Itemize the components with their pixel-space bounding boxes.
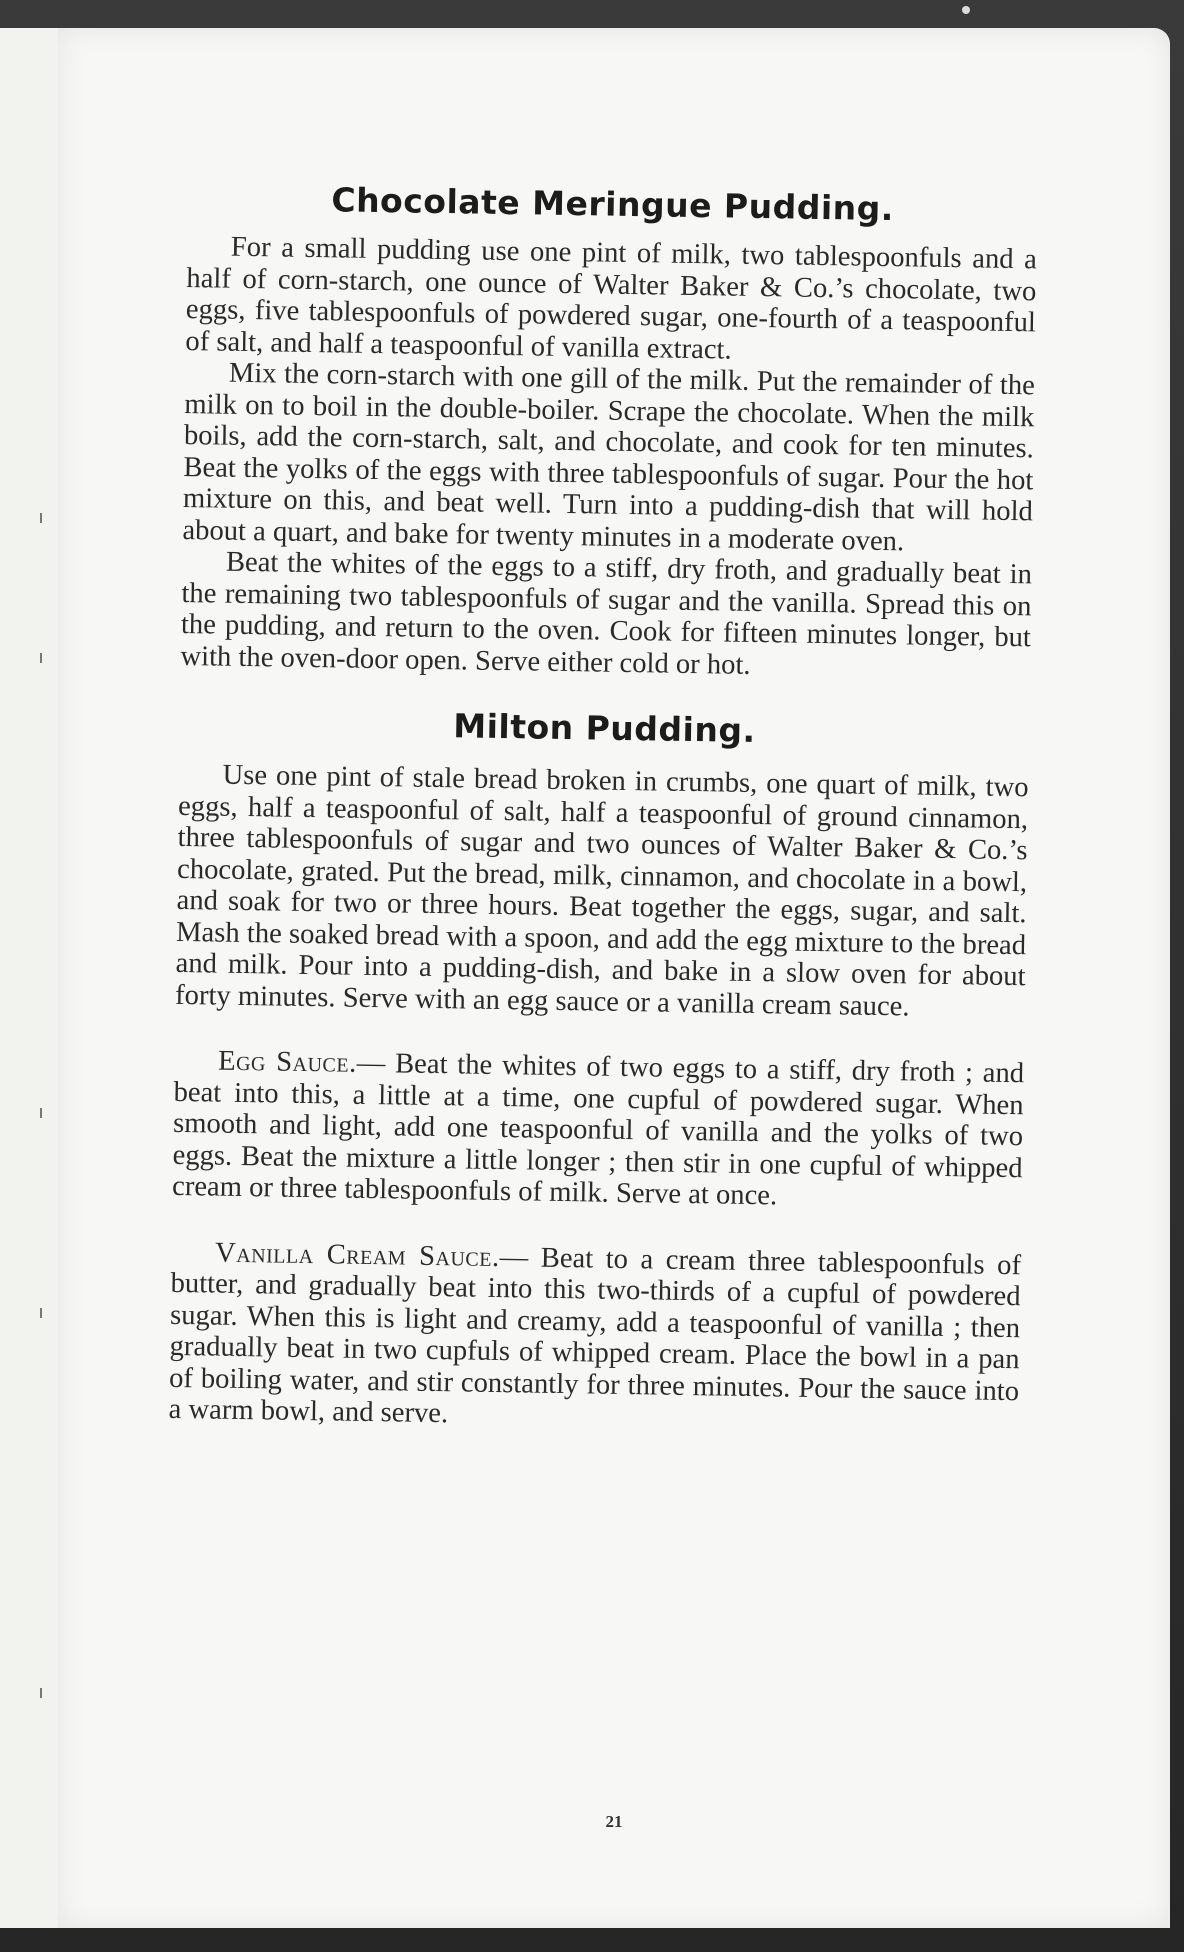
recipe-paragraph: Beat the whites of the eggs to a stiff, dry froth, and gradually beat in the remaining two tablespoonfuls of sugar and the vanilla. Spread this on the pudding, and return to the oven. Cook for fifteen minutes longer, but with the oven-door open. Serve either cold or hot. bbox=[180, 546, 1033, 681]
binding-mark bbox=[40, 1688, 50, 1698]
facing-page-edge bbox=[0, 28, 60, 1928]
binding-mark bbox=[40, 1308, 50, 1318]
binding-mark bbox=[40, 513, 50, 523]
page-content bbox=[168, 178, 1037, 1439]
recipe-title-milton-pudding: Milton Pudding. bbox=[452, 706, 756, 750]
recipe-paragraph: For a small pudding use one pint of milk, two tablespoonfuls and a half of corn-starch, one ounce of Walter Baker & Co.’s chocolate, two eggs, five tablespoonfuls of powdered sugar, one-fourth of a teaspoonful of salt, and half a teaspoonful of vanilla extract. bbox=[185, 231, 1038, 366]
egg-sauce-paragraph bbox=[172, 1045, 1024, 1216]
vanilla-cream-sauce-text: — Beat to a cream three tablespoonfuls of butter, and gradually beat into this two-thirds of a cupful of powdered sugar. When this is light and creamy, add a teaspoonful of vanilla ; then gradually beat in two cupfuls of whipped cream. Place the bowl in a pan of boiling water, and stir constantly for three minutes. Pour the sauce into a warm bowl, and serve. bbox=[168, 1241, 1022, 1430]
recipe-paragraph: Use one pint of stale bread broken in crumbs, one quart of milk, two eggs, half a teaspoonful of salt, half a teaspoonful of ground cinnamon, three tablespoonfuls of sugar and two ounces of Walter Baker & Co.’s chocolate, grated. Put the bread, milk, cinnamon, and chocolate in a bowl, and soak for two or three hours. Beat together the eggs, sugar, and salt. Mash the soaked bread with a spoon, and add the egg mixture to the bread and milk. Pour into a pudding-dish, and bake in a slow oven for about forty minutes. Serve with an egg sauce or a vanilla cream sauce. bbox=[174, 759, 1029, 1022]
recipe-title-chocolate-meringue: Chocolate Meringue Pudding. bbox=[331, 180, 895, 229]
egg-sauce-heading: Egg Sauce. bbox=[217, 1045, 357, 1079]
egg-sauce-text: — Beat the whites of two eggs to a stiff, dry froth ; and beat into this, a little at a time, one cupful of powdered sugar. When smooth and light, add one teaspoonful of vanilla and the yolks of two eggs. Beat the mixture a little longer ; then stir in one cupful of whipped cream or three tablespoonfuls of milk. Serve at once. bbox=[171, 1047, 1025, 1212]
book-page bbox=[58, 28, 1170, 1928]
binding-mark bbox=[40, 653, 50, 663]
dust-speck bbox=[962, 6, 970, 14]
vanilla-cream-sauce-heading: Vanilla Cream Sauce. bbox=[214, 1237, 500, 1273]
recipe-paragraph: Mix the corn-starch with one gill of the milk. Put the remainder of the milk on to boil in the double-boiler. Scrape the chocolate. When the milk boils, add the corn-starch, salt, and chocolate, and cook for ten minutes. Beat the yolks of the eggs with three tablespoonfuls of sugar. Pour the hot mixture on this, and beat well. Turn into a pudding-dish that will hold about a quart, and bake for twenty minutes in a moderate oven. bbox=[182, 357, 1036, 557]
page-number: 21 bbox=[605, 1812, 623, 1831]
vanilla-cream-sauce-paragraph bbox=[168, 1236, 1021, 1438]
binding-mark bbox=[40, 1108, 50, 1118]
